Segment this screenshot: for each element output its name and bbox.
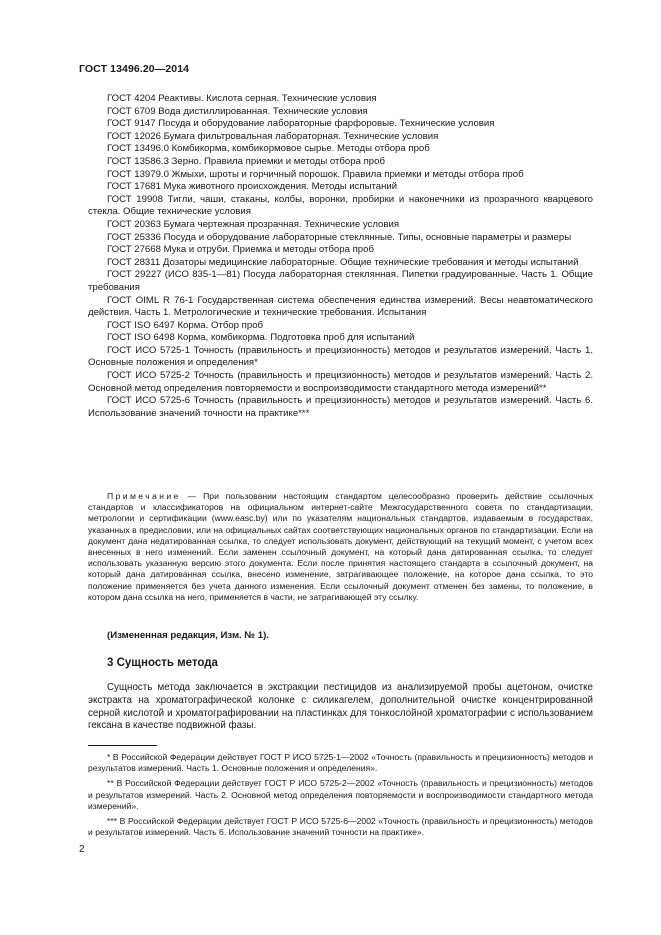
reference-item: ГОСТ ИСО 5725-2 Точность (правильность и прецизионность) методов и результатов измерений. Часть 2. Основной метод определения повторяемости и воспроизводимости стандартного метода измерений** xyxy=(88,370,593,394)
amendment-notice: (Измененная редакция, Изм. № 1). xyxy=(107,630,269,641)
reference-item: ГОСТ ISO 6497 Корма. Отбор проб xyxy=(107,319,264,331)
reference-item: ГОСТ 27668 Мука и отруби. Приемка и методы отбора проб xyxy=(107,244,374,256)
footnote: ** В Российской Федерации действует ГОСТ Р ИСО 5725-2—2002 «Точность (правильность и прецизионность) методов и результатов измерений. Часть 2. Основной метод определения повторяемости и воспроизводимости стандартного метода измерений». xyxy=(88,778,593,811)
references-note xyxy=(88,491,593,603)
footnote: * В Российской Федерации действует ГОСТ Р ИСО 5725-1—2002 «Точность (правильность и прецизионность) методов и результатов измерений. Часть 1. Основные положения и определения». xyxy=(88,752,593,774)
footnotes xyxy=(88,752,593,842)
reference-item: ГОСТ 25336 Посуда и оборудование лабораторные стеклянные. Типы, основные параметры и размеры xyxy=(107,231,572,243)
reference-item: ГОСТ ИСО 5725-1 Точность (правильность и прецизионность) методов и результатов измерений. Часть 1. Основные положения и определения* xyxy=(88,344,593,369)
reference-item: ГОСТ 19908 Тигли, чаши, стаканы, колбы, воронки, пробирки и наконечники из прозрачного кварцевого стекла. Общие технические условия xyxy=(88,193,593,218)
reference-item: ГОСТ 13496.0 Комбикорма, комбикормовое сырье. Методы отбора проб xyxy=(107,143,430,155)
section-heading: 3 Сущность метода xyxy=(107,657,218,669)
reference-item: ГОСТ 6709 Вода дистиллированная. Технические условия xyxy=(107,105,368,117)
reference-item: ГОСТ 13979.0 Жмыхи, шроты и горчичный порошок. Правила приемки и методы отбора проб xyxy=(107,168,524,180)
reference-item: ГОСТ 17681 Мука животного происхождения. Методы испытаний xyxy=(107,181,398,193)
page-number: 2 xyxy=(79,844,85,855)
note-text: — При пользовании настоящим стандартом целесообразно проверить действие ссылочных стандартов и классификаторов на официальном интернет-сайте Межгосударственного совета по стандартизации, метрологии и сертификации (www.easc.by) или по указателям национальных стандартов, издаваемым в государствах, указанных в предисловии, или на официальных сайтах соответствующих национальных органов по стандартизации. Если на документ дана недатированная ссылка, то следует использовать документ, действующий на текущий момент, с учетом всех внесенных в него изменений. Если заменен ссылочный документ, на который дана датированная ссылка, то следует использовать указанную версию этого документа. Если после принятия настоящего стандарта в ссылочный документ, на который дана датированная ссылка, внесено изменение, затрагивающее положение, на которое дана ссылка, то это положение применяется без учета данного изменения. Если ссылочный документ отменен без замены, то положение, в котором дана ссылка на него, применяется в части, не затрагивающей эту ссылку. xyxy=(88,491,593,602)
reference-item: ГОСТ 4204 Реактивы. Кислота серная. Технические условия xyxy=(107,93,377,104)
footnote-divider xyxy=(88,745,157,746)
method-essence-paragraph: Сущность метода заключается в экстракции пестицидов из анализируемой пробы ацетоном, очистке экстракта на хроматографической колонке с силикагелем, дополнительной очистке концентрированной серной кислотой и хроматографировании на пластинках для тонкослойной хроматографии с использованием гексана в качестве подвижной фазы. xyxy=(88,682,593,732)
reference-item: ГОСТ OIML R 76-1 Государственная система обеспечения единства измерений. Весы неавтоматического действия. Часть 1. Метрологические и технические требования. Испытания xyxy=(88,294,593,319)
reference-item: ГОСТ 13586.3 Зерно. Правила приемки и методы отбора проб xyxy=(107,155,385,167)
reference-item: ГОСТ 9147 Посуда и оборудование лабораторные фарфоровые. Технические условия xyxy=(107,118,495,130)
note-label: Примечание xyxy=(107,491,181,501)
footnote: *** В Российской Федерации действует ГОСТ Р ИСО 5725-6—2002 «Точность (правильность и прецизионность) методов и результатов измерений. Часть 6. Использование значений точности на практике». xyxy=(88,816,593,838)
reference-item: ГОСТ 28311 Дозаторы медицинские лабораторные. Общие технические требования и методы испытаний xyxy=(107,256,579,268)
normative-references-list xyxy=(88,93,593,420)
reference-item: ГОСТ ISO 6498 Корма, комбикорма. Подготовка проб для испытаний xyxy=(107,332,415,344)
reference-item: ГОСТ 29227 (ИСО 835-1—81) Посуда лабораторная стеклянная. Пипетки градуированные. Часть 1. Общие требования xyxy=(88,269,593,293)
reference-item: ГОСТ 20363 Бумага чертежная прозрачная. Технические условия xyxy=(107,218,400,230)
document-code-header: ГОСТ 13496.20—2014 xyxy=(79,63,190,75)
reference-item: ГОСТ ИСО 5725-6 Точность (правильность и прецизионность) методов и результатов измерений. Часть 6. Использование значений точности на практике*** xyxy=(88,395,593,419)
reference-item: ГОСТ 12026 Бумага фильтровальная лабораторная. Технические условия xyxy=(107,130,439,142)
